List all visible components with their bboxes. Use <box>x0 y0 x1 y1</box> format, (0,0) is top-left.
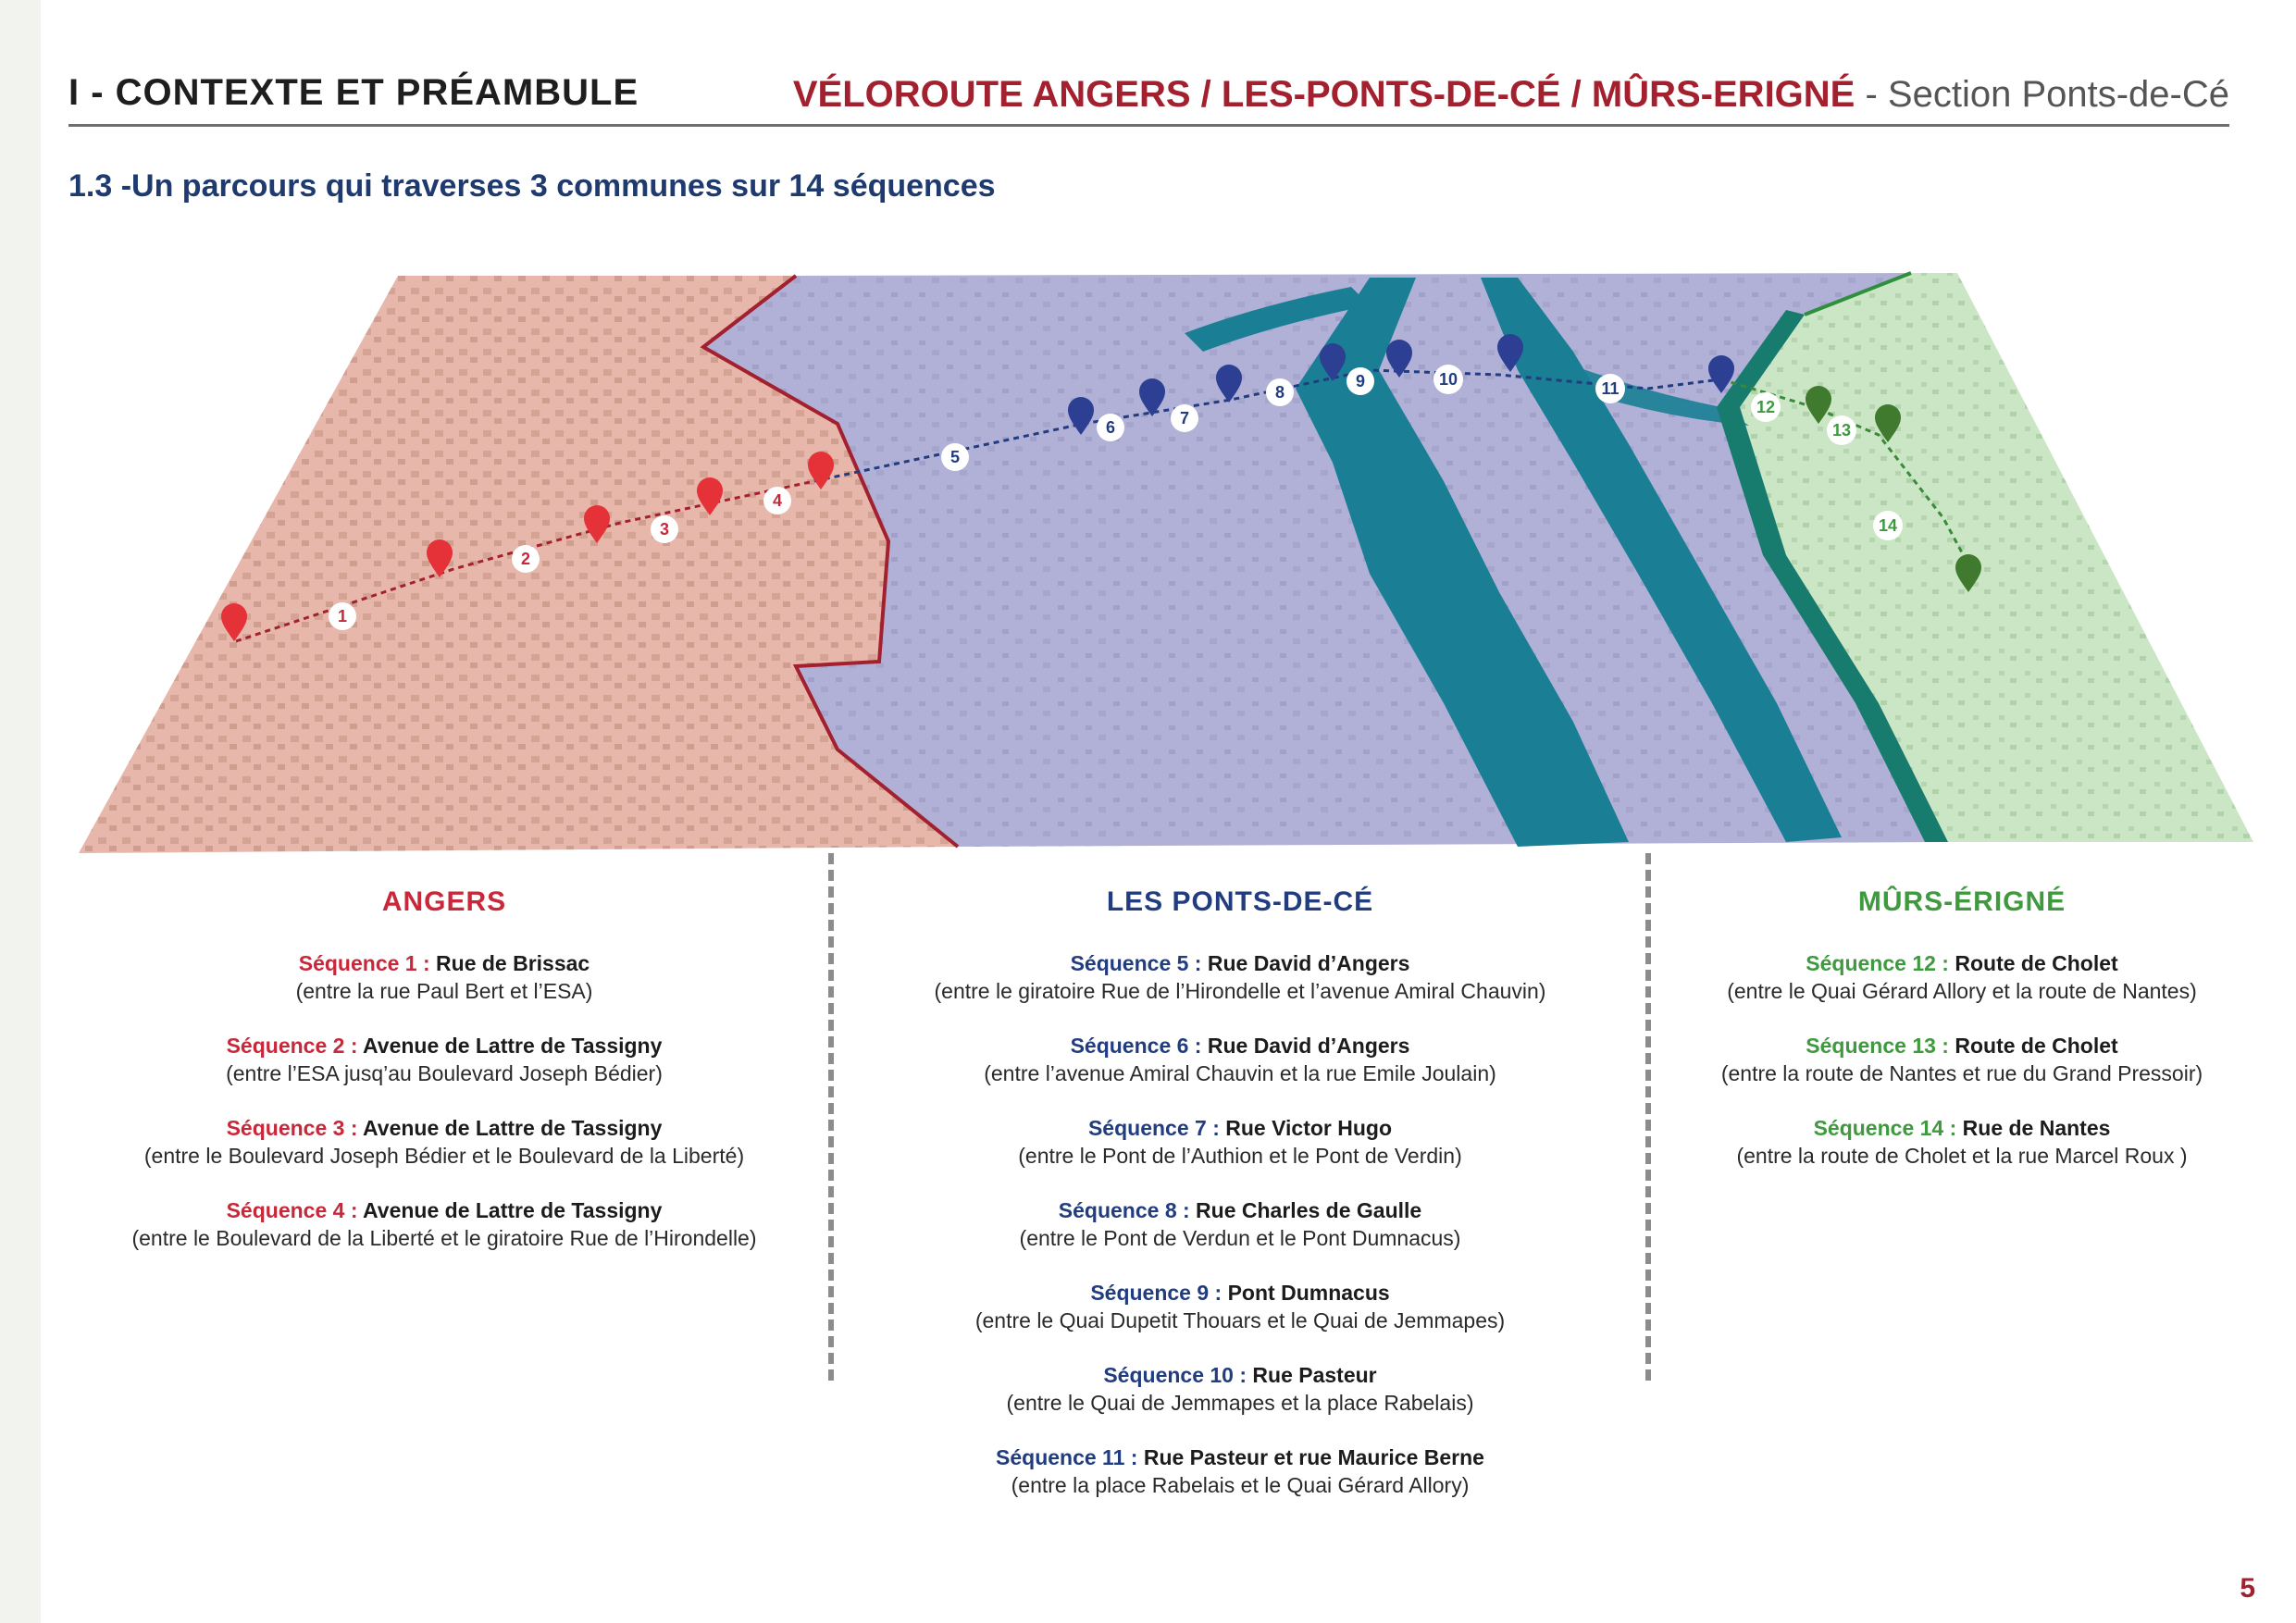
project-title: VÉLOROUTE ANGERS / LES-PONTS-DE-CÉ / MÛRS-ERIGNÉ <box>792 74 1855 115</box>
route-number-badge <box>1347 367 1374 395</box>
route-number: 7 <box>1179 409 1190 427</box>
route-number-badge <box>1433 365 1463 394</box>
route-number: 3 <box>659 520 670 539</box>
sequence-item <box>861 1443 1620 1499</box>
sequence-description: (entre l’avenue Amiral Chauvin et la rue Emile Joulain) <box>984 1061 1496 1085</box>
sequence-label: Séquence 6 : <box>1070 1034 1202 1058</box>
sequence-item <box>861 1114 1620 1170</box>
sequence-street: Avenue de Lattre de Tassigny <box>357 1034 663 1058</box>
page-subtitle: 1.3 -Un parcours qui traverses 3 communes sur 14 séquences <box>68 168 996 204</box>
sequence-item <box>1666 1032 2258 1087</box>
sequence-item <box>861 1196 1620 1252</box>
route-number: 5 <box>949 448 961 466</box>
sequence-street: Rue de Brissac <box>429 951 590 975</box>
sequence-street: Rue Pasteur et rue Maurice Berne <box>1137 1445 1484 1469</box>
route-number-badge <box>763 487 791 514</box>
sequence-label: Séquence 14 : <box>1813 1116 1957 1140</box>
route-number: 14 <box>1878 516 1898 535</box>
route-number: 13 <box>1831 421 1852 440</box>
sequence-item <box>861 1279 1620 1334</box>
sequence-description: (entre le giratoire Rue de l’Hirondelle et l’avenue Amiral Chauvin) <box>934 979 1546 1003</box>
route-number: 11 <box>1601 379 1620 398</box>
sequence-street: Rue David d’Angers <box>1201 1034 1410 1058</box>
sequence-label: Séquence 13 : <box>1806 1034 1949 1058</box>
sequence-item <box>74 949 814 1005</box>
page-number: 5 <box>2240 1573 2255 1604</box>
column-divider <box>1645 853 1651 1381</box>
sequence-street: Route de Cholet <box>1948 1034 2118 1058</box>
column-angers <box>74 886 814 1279</box>
route-number: 4 <box>772 491 783 510</box>
sequence-description: (entre la rue Paul Bert et l’ESA) <box>295 979 593 1003</box>
sequence-description: (entre le Quai de Jemmapes et la place Rabelais) <box>1006 1391 1474 1415</box>
sequence-item <box>861 1032 1620 1087</box>
sequence-street: Avenue de Lattre de Tassigny <box>357 1116 663 1140</box>
route-number: 8 <box>1274 383 1285 402</box>
column-divider <box>828 853 834 1381</box>
sequence-description: (entre le Pont de Verdun et le Pont Dumnacus) <box>1019 1226 1461 1250</box>
sequence-street: Route de Cholet <box>1948 951 2118 975</box>
heading-separator: - <box>1855 74 1888 115</box>
sequence-label: Séquence 11 : <box>996 1445 1138 1469</box>
sequence-description: (entre le Quai Gérard Allory et la route de Nantes) <box>1727 979 2197 1003</box>
section-heading: I - CONTEXTE ET PRÉAMBULE <box>68 72 639 113</box>
route-number-badge <box>1266 378 1294 406</box>
sequence-label: Séquence 9 : <box>1090 1281 1222 1305</box>
sequence-item <box>74 1032 814 1087</box>
column-murs-erigne <box>1666 886 2258 1196</box>
route-number: 6 <box>1105 418 1116 437</box>
sequence-item <box>861 1361 1620 1417</box>
sequence-label: Séquence 5 : <box>1070 951 1202 975</box>
route-number-badge <box>651 515 678 543</box>
route-number-badge <box>1097 414 1124 441</box>
sequence-item <box>74 1114 814 1170</box>
sequence-label: Séquence 2 : <box>226 1034 358 1058</box>
route-number: 12 <box>1756 398 1776 416</box>
route-number-badge <box>329 602 356 630</box>
sequence-street: Rue Charles de Gaulle <box>1189 1198 1422 1222</box>
sequence-description: (entre la route de Cholet et la rue Marcel Roux ) <box>1736 1144 2188 1168</box>
route-number-badge <box>1873 511 1903 540</box>
route-number-badge <box>941 443 969 471</box>
sequence-label: Séquence 3 : <box>226 1116 358 1140</box>
sequence-item <box>861 949 1620 1005</box>
column-title: ANGERS <box>381 886 507 917</box>
sequence-street: Rue Victor Hugo <box>1219 1116 1393 1140</box>
route-number-badge <box>1171 404 1198 432</box>
project-section: Section Ponts-de-Cé <box>1887 74 2229 115</box>
sequence-street: Rue de Nantes <box>1956 1116 2111 1140</box>
sequence-street: Pont Dumnacus <box>1222 1281 1390 1305</box>
column-ponts-de-ce <box>861 886 1620 1526</box>
sequence-description: (entre l’ESA jusq’au Boulevard Joseph Bédier) <box>226 1061 663 1085</box>
sequence-description: (entre le Boulevard de la Liberté et le giratoire Rue de l’Hirondelle) <box>131 1226 757 1250</box>
sequence-street: Avenue de Lattre de Tassigny <box>357 1198 663 1222</box>
sequence-description: (entre la place Rabelais et le Quai Gérard Allory) <box>1011 1473 1470 1497</box>
sequence-label: Séquence 1 : <box>298 951 430 975</box>
route-number: 9 <box>1355 372 1366 390</box>
sequence-item <box>1666 949 2258 1005</box>
route-number: 2 <box>520 550 531 568</box>
sequence-description: (entre le Pont de l’Authion et le Pont de Verdin) <box>1018 1144 1462 1168</box>
sequence-label: Séquence 12 : <box>1806 951 1949 975</box>
sequence-description: (entre la route de Nantes et rue du Grand Pressoir) <box>1720 1061 2203 1085</box>
sequence-label: Séquence 4 : <box>226 1198 358 1222</box>
column-title: LES PONTS-DE-CÉ <box>1106 886 1374 917</box>
route-number-badge <box>1595 374 1625 403</box>
sequence-description: (entre le Boulevard Joseph Bédier et le Boulevard de la Liberté) <box>143 1144 745 1168</box>
sequence-label: Séquence 10 : <box>1103 1363 1247 1387</box>
route-number-badge <box>512 545 540 573</box>
sequence-item <box>74 1196 814 1252</box>
route-number: 1 <box>337 607 348 626</box>
sequence-street: Rue David d’Angers <box>1201 951 1410 975</box>
sequence-item <box>1666 1114 2258 1170</box>
sequence-street: Rue Pasteur <box>1247 1363 1377 1387</box>
route-number: 10 <box>1438 370 1458 389</box>
column-title: MÛRS-ÉRIGNÉ <box>1857 886 2066 917</box>
route-number-badge <box>1827 415 1856 445</box>
sequence-label: Séquence 7 : <box>1087 1116 1220 1140</box>
route-number-badge <box>1751 392 1781 422</box>
sequence-description: (entre le Quai Dupetit Thouars et le Quai de Jemmapes) <box>974 1308 1506 1332</box>
sequence-label: Séquence 8 : <box>1058 1198 1190 1222</box>
